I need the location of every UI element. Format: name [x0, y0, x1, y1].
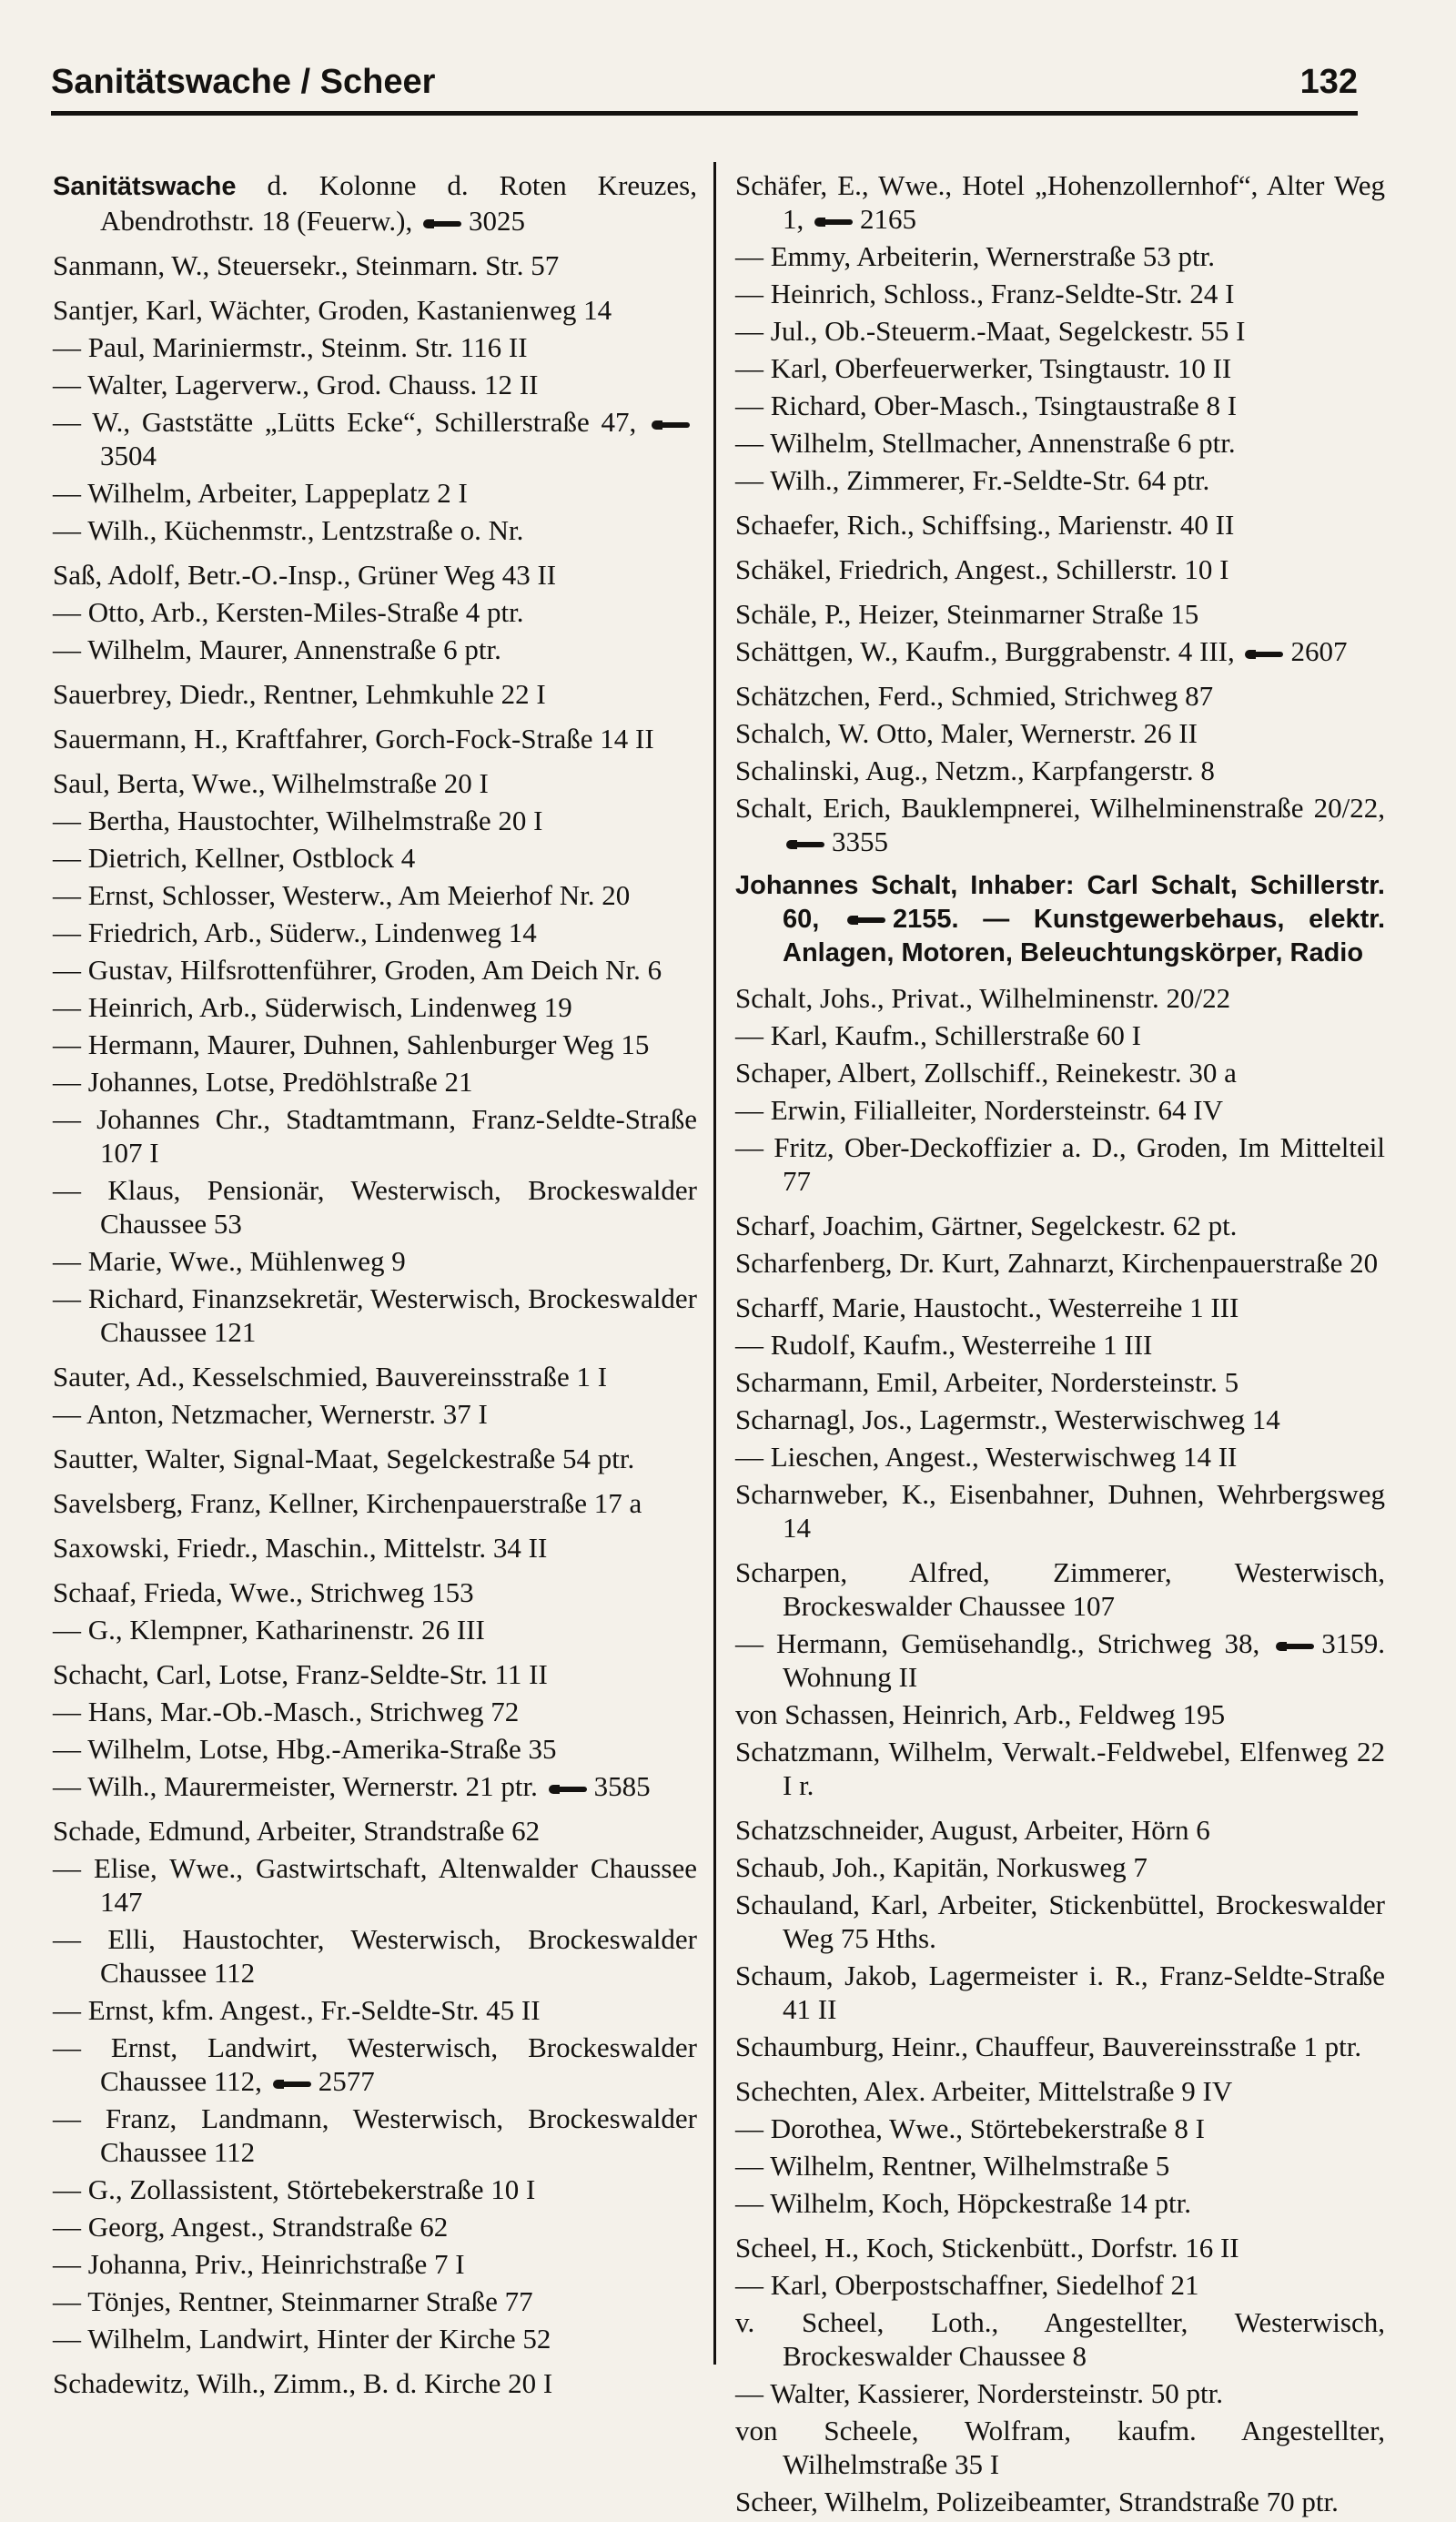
entry-text: Schalch, W. Otto, Maler, Wernerstr. 26 II [735, 717, 1198, 749]
directory-entry [735, 1403, 1385, 1436]
entry-text: — Ernst, Landwirt, Westerwisch, Brockeswalder Chaussee 112, [53, 2031, 697, 2097]
directory-entry [735, 981, 1385, 1015]
entry-text: — Wilh., Maurermeister, Wernerstr. 21 ptr. [53, 1770, 545, 1802]
entry-text: Scharnweber, K., Eisenbahner, Duhnen, Wehrbergsweg 14 [735, 1478, 1385, 1544]
entry-text: Schatzmann, Wilhelm, Verwalt.-Feldwebel, Elfenweg 22 I r. [735, 1736, 1385, 1801]
directory-entry [53, 804, 697, 837]
entry-text: von Schassen, Heinrich, Arb., Feldweg 195 [735, 1698, 1226, 1730]
directory-entry [735, 277, 1385, 310]
directory-entry [735, 679, 1385, 713]
directory-entry [53, 248, 697, 282]
entry-text: — Elise, Wwe., Gastwirtschaft, Altenwalder Chaussee 147 [53, 1852, 697, 1918]
directory-entry [53, 293, 697, 327]
directory-entry [735, 869, 1385, 970]
directory-entry [735, 2030, 1385, 2063]
entry-text: — Gustav, Hilfsrottenführer, Groden, Am Deich Nr. 6 [53, 954, 662, 986]
right-column [735, 168, 1385, 2522]
directory-entry [53, 841, 697, 875]
directory-entry [735, 1888, 1385, 1955]
entry-text: — G., Klempner, Katharinenstr. 26 III [53, 1614, 485, 1646]
entry-text: — Georg, Angest., Strandstraße 62 [53, 2211, 449, 2243]
entry-text: — Dietrich, Kellner, Ostblock 4 [53, 842, 416, 874]
entry-text: — Karl, Oberfeuerwerker, Tsingtaustr. 10 II [735, 352, 1232, 384]
entry-text: — Dorothea, Wwe., Störtebekerstraße 8 I [735, 2112, 1205, 2144]
directory-entry [53, 1486, 697, 1520]
entry-text: Savelsberg, Franz, Kellner, Kirchenpauerstraße 17 a [53, 1487, 642, 1519]
entry-text: Saß, Adolf, Betr.-O.-Insp., Grüner Weg 43 II [53, 559, 557, 591]
entry-text: Sauter, Ad., Kesselschmied, Bauvereinsstraße 1 I [53, 1361, 608, 1393]
entry-text: — Bertha, Haustochter, Wilhelmstraße 20 I [53, 805, 543, 836]
directory-entry [53, 633, 697, 666]
directory-entry [735, 597, 1385, 631]
entry-text: Schäle, P., Heizer, Steinmarner Straße 15 [735, 598, 1199, 630]
entry-text: Schadewitz, Wilh., Zimm., B. d. Kirche 20 I [53, 2367, 553, 2399]
directory-entry [53, 2284, 697, 2318]
directory-entry [53, 1695, 697, 1728]
phone-number: 3159. [1321, 1627, 1385, 1659]
entry-text: — Heinrich, Arb., Süderwisch, Lindenweg 19 [53, 991, 572, 1023]
entry-text: Schalt, Erich, Bauklempnerei, Wilhelminenstraße 20/22, [735, 792, 1385, 824]
entry-text: Sautter, Walter, Signal-Maat, Segelckestraße 54 ptr. [53, 1443, 635, 1474]
directory-entry [53, 1102, 697, 1170]
entry-text: Sauermann, H., Kraftfahrer, Gorch-Fock-Straße 14 II [53, 723, 654, 755]
directory-entry [53, 1922, 697, 1990]
page-header [51, 47, 1358, 116]
entry-text: von Scheele, Wolfram, kaufm. Angestellter, Wilhelmstraße 35 I [735, 2415, 1385, 2480]
directory-entry [735, 1850, 1385, 1884]
directory-entry [53, 1065, 697, 1099]
directory-entry [53, 677, 697, 711]
entry-text: — Lieschen, Angest., Westerwischweg 14 II [735, 1441, 1238, 1473]
entry-text: Schaub, Joh., Kapitän, Norkusweg 7 [735, 1851, 1148, 1883]
directory-entry [53, 1993, 697, 2027]
entry-text: — Richard, Finanzsekretär, Westerwisch, Brockeswalder Chaussee 121 [53, 1282, 697, 1348]
directory-entry [735, 1130, 1385, 1198]
phone-number: 2577 [318, 2065, 375, 2097]
entry-text: — Wilhelm, Lotse, Hbg.-Amerika-Straße 35 [53, 1733, 557, 1765]
entry-text: — Karl, Kaufm., Schillerstraße 60 I [735, 1019, 1141, 1051]
telephone-icon [273, 2078, 313, 2091]
directory-entry [53, 168, 697, 238]
directory-entry [53, 1613, 697, 1646]
entry-text: Scharff, Marie, Haustocht., Westerreihe 1 III [735, 1291, 1239, 1323]
directory-entry [735, 1440, 1385, 1474]
entry-text: Scharpen, Alfred, Zimmerer, Westerwisch, Brockeswalder Chaussee 107 [735, 1556, 1385, 1622]
entry-text: Schechten, Alex. Arbeiter, Mittelstraße 9 IV [735, 2075, 1233, 2107]
directory-entry [735, 168, 1385, 236]
entry-text: — Friedrich, Arb., Süderw., Lindenweg 14 [53, 917, 537, 948]
entry-text: Schade, Edmund, Arbeiter, Strandstraße 62 [53, 1815, 541, 1847]
entry-text: — G., Zollassistent, Störtebekerstraße 10 I [53, 2173, 536, 2205]
entry-text: — Tönjes, Rentner, Steinmarner Straße 77 [53, 2285, 533, 2317]
entry-text: Johannes Schalt, Inhaber: Carl Schalt, Schillerstr. 60, [735, 871, 1385, 934]
entry-text: — Franz, Landmann, Westerwisch, Brockeswalder Chaussee 112 [53, 2102, 697, 2168]
entry-text: Santjer, Karl, Wächter, Groden, Kastanienweg 14 [53, 294, 612, 326]
entry-text: Schäfer, E., Wwe., Hotel „Hohenzollernhof“, Alter Weg 1, [735, 169, 1385, 235]
directory-entry [735, 351, 1385, 385]
entry-text: — Anton, Netzmacher, Wernerstr. 37 I [53, 1398, 488, 1430]
entry-text: — Karl, Oberpostschaffner, Siedelhof 21 [735, 2269, 1199, 2301]
directory-entry [735, 2149, 1385, 2183]
directory-entry [53, 2031, 697, 2098]
directory-entry [53, 513, 697, 547]
phone-number: 3025 [468, 205, 525, 237]
entry-text: — Marie, Wwe., Mühlenweg 9 [53, 1245, 406, 1277]
directory-entry [735, 2376, 1385, 2410]
entry-text: Saxowski, Friedr., Maschin., Mittelstr. 34 II [53, 1532, 548, 1564]
directory-entry [735, 1093, 1385, 1127]
phone-number: 2607 [1290, 635, 1348, 667]
telephone-icon [847, 914, 887, 927]
entry-text: d. Kolonne d. Roten Kreuzes, Abendrothstr. 18 (Feuerw.), [100, 169, 697, 237]
entry-text: Scharf, Joachim, Gärtner, Segelckestr. 62 pt. [735, 1210, 1238, 1241]
directory-entry [735, 1697, 1385, 1731]
telephone-icon [814, 216, 854, 228]
directory-entry [53, 1281, 697, 1349]
telephone-icon [652, 419, 692, 431]
entry-text: — Richard, Ober-Masch., Tsingtaustraße 8 I [735, 390, 1238, 421]
entry-text: — Wilh., Küchenmstr., Lentzstraße o. Nr. [53, 514, 524, 546]
directory-entry [53, 953, 697, 987]
entry-text: — Wilhelm, Maurer, Annenstraße 6 ptr. [53, 633, 501, 665]
directory-entry [735, 426, 1385, 460]
directory-entry [735, 791, 1385, 858]
entry-text: — Emmy, Arbeiterin, Wernerstraße 53 ptr. [735, 240, 1215, 272]
entry-text: Schalinski, Aug., Netzm., Karpfangerstr. 8 [735, 755, 1215, 786]
directory-entry [735, 2485, 1385, 2518]
column-divider [713, 162, 716, 2365]
directory-entry [735, 754, 1385, 787]
entry-text: — Walter, Kassierer, Nordersteinstr. 50 ptr. [735, 2377, 1223, 2409]
page-number: 132 [1299, 63, 1358, 101]
directory-entry [53, 2210, 697, 2243]
directory-entry [53, 1657, 697, 1691]
entry-text: Scharmann, Emil, Arbeiter, Nordersteinstr. 5 [735, 1366, 1239, 1398]
entry-text: Schaumburg, Heinr., Chauffeur, Bauvereinsstraße 1 ptr. [735, 2031, 1362, 2062]
entry-text: — Hermann, Gemüsehandlg., Strichweg 38, [735, 1627, 1273, 1659]
entry-text: — Fritz, Ober-Deckoffizier a. D., Groden, Im Mittelteil 77 [735, 1131, 1385, 1197]
entry-text: Schaum, Jakob, Lagermeister i. R., Franz-Seldte-Straße 41 II [735, 1960, 1385, 2025]
entry-text: Schaper, Albert, Zollschiff., Reinekestr. 30 a [735, 1057, 1237, 1089]
entry-text: — Wilhelm, Rentner, Wilhelmstraße 5 [735, 2150, 1170, 2182]
entry-text: — Otto, Arb., Kersten-Miles-Straße 4 ptr. [53, 596, 524, 628]
directory-entry [53, 330, 697, 364]
directory-entry [735, 2414, 1385, 2481]
directory-entry [735, 314, 1385, 348]
entry-text: Scharfenberg, Dr. Kurt, Zahnarzt, Kirchenpauerstraße 20 [735, 1247, 1379, 1279]
directory-entry [735, 1018, 1385, 1052]
entry-text: Schätzchen, Ferd., Schmied, Strichweg 87 [735, 680, 1214, 712]
directory-entry [735, 1626, 1385, 1694]
entry-text-continued: Wohnung II [783, 1661, 918, 1693]
directory-entry [53, 1814, 697, 1848]
directory-entry [53, 1851, 697, 1919]
telephone-icon [423, 218, 463, 230]
directory-entry [735, 1959, 1385, 2026]
directory-entry [53, 595, 697, 629]
entry-text: Schalt, Johs., Privat., Wilhelminenstr. 20/22 [735, 982, 1231, 1014]
directory-entry [53, 1575, 697, 1609]
directory-entry [735, 1365, 1385, 1399]
directory-entry [53, 2366, 697, 2400]
directory-entry [53, 916, 697, 949]
phone-number: 3504 [100, 440, 157, 471]
phone-number: 2155. [893, 905, 959, 934]
directory-entry [735, 1328, 1385, 1362]
entry-text: — Johannes Chr., Stadtamtmann, Franz-Seldte-Straße 107 I [53, 1103, 697, 1169]
phone-number: 3355 [832, 825, 888, 857]
entry-text: Sauerbrey, Diedr., Rentner, Lehmkuhle 22 I [53, 678, 546, 710]
directory-entry [53, 766, 697, 800]
entry-text: — Wilhelm, Koch, Höpckestraße 14 ptr. [735, 2187, 1191, 2219]
directory-entry [53, 1360, 697, 1393]
entry-text: — Wilhelm, Stellmacher, Annenstraße 6 ptr. [735, 427, 1236, 459]
directory-entry [735, 2186, 1385, 2220]
directory-entry [53, 2322, 697, 2355]
entry-text: Scharnagl, Jos., Lagermstr., Westerwischweg 14 [735, 1403, 1280, 1435]
entry-text: — Wilh., Zimmerer, Fr.-Seldte-Str. 64 ptr. [735, 464, 1210, 496]
directory-entry [735, 1477, 1385, 1545]
entry-name-bold: Sanitätswache [53, 172, 237, 201]
entry-text: — Wilhelm, Landwirt, Hinter der Kirche 52 [53, 2323, 551, 2355]
directory-entry [735, 1735, 1385, 1802]
telephone-icon [1245, 648, 1285, 661]
directory-entry [735, 2074, 1385, 2108]
directory-entry [53, 405, 697, 472]
entry-text: Schättgen, W., Kaufm., Burggrabenstr. 4 III, [735, 635, 1242, 667]
directory-entry [735, 1246, 1385, 1280]
entry-text: Schäkel, Friedrich, Angest., Schillerstr. 10 I [735, 553, 1229, 585]
directory-entry [735, 552, 1385, 586]
directory-entry [735, 716, 1385, 750]
directory-entry [735, 463, 1385, 497]
running-head: Sanitätswache / Scheer [51, 63, 436, 101]
directory-entry [53, 1732, 697, 1766]
directory-entry [735, 2112, 1385, 2145]
entry-text: Scheer, Wilhelm, Polizeibeamter, Strandstraße 70 ptr. [735, 2486, 1339, 2517]
directory-entry [53, 476, 697, 510]
directory-entry [53, 2173, 697, 2206]
directory-entry [53, 558, 697, 592]
entry-text: v. Scheel, Loth., Angestellter, Westerwisch, Brockeswalder Chaussee 8 [735, 2306, 1385, 2372]
entry-text: — Hans, Mar.-Ob.-Masch., Strichweg 72 [53, 1696, 520, 1727]
directory-entry [53, 722, 697, 755]
entry-text: — Walter, Lagerverw., Grod. Chauss. 12 II [53, 369, 539, 400]
directory-entry [735, 2305, 1385, 2373]
entry-text: Schaaf, Frieda, Wwe., Strichweg 153 [53, 1576, 474, 1608]
directory-entry [735, 2268, 1385, 2302]
directory-entry [53, 1531, 697, 1565]
directory-entry [735, 1813, 1385, 1847]
directory-entry [735, 2231, 1385, 2264]
telephone-icon [549, 1783, 589, 1796]
directory-entry [53, 368, 697, 401]
entry-text: — Elli, Haustochter, Westerwisch, Brockeswalder Chaussee 112 [53, 1923, 697, 1989]
entry-text: — Rudolf, Kaufm., Westerreihe 1 III [735, 1329, 1153, 1361]
directory-entry [53, 2102, 697, 2169]
entry-text: Schaefer, Rich., Schiffsing., Marienstr. 40 II [735, 509, 1235, 541]
entry-text: — Wilhelm, Arbeiter, Lappeplatz 2 I [53, 477, 468, 509]
phone-number: 3585 [593, 1770, 651, 1802]
entry-text: Schauland, Karl, Arbeiter, Stickenbüttel, Brockeswalder Weg 75 Hths. [735, 1889, 1385, 1954]
directory-entry [735, 634, 1385, 668]
entry-text: Scheel, H., Koch, Stickenbütt., Dorfstr. 16 II [735, 2232, 1239, 2264]
entry-text: Sanmann, W., Steuersekr., Steinmarn. Str. 57 [53, 249, 560, 281]
directory-entry [53, 1173, 697, 1241]
entry-text: — Heinrich, Schloss., Franz-Seldte-Str. 24 I [735, 278, 1235, 309]
entry-text: — Johanna, Priv., Heinrichstraße 7 I [53, 2248, 465, 2280]
directory-entry [735, 389, 1385, 422]
directory-entry [735, 1056, 1385, 1089]
entry-text: Schatzschneider, August, Arbeiter, Hörn 6 [735, 1814, 1210, 1846]
directory-entry [53, 1442, 697, 1475]
directory-entry [735, 1209, 1385, 1242]
entry-text: — Ernst, Schlosser, Westerw., Am Meierhof Nr. 20 [53, 879, 631, 911]
directory-entry [735, 1291, 1385, 1324]
directory-entry [53, 878, 697, 912]
telephone-icon [1276, 1640, 1316, 1653]
directory-entry [53, 1769, 697, 1803]
directory-entry [735, 239, 1385, 273]
entry-text: — W., Gaststätte „Lütts Ecke“, Schillerstraße 47, [53, 406, 648, 438]
directory-entry [53, 1244, 697, 1278]
entry-text: — Hermann, Maurer, Duhnen, Sahlenburger Weg 15 [53, 1028, 650, 1060]
entry-text: Saul, Berta, Wwe., Wilhelmstraße 20 I [53, 767, 489, 799]
directory-entry [53, 2247, 697, 2281]
entry-text: — Johannes, Lotse, Predöhlstraße 21 [53, 1066, 473, 1098]
directory-entry [53, 1028, 697, 1061]
entry-text: — Ernst, kfm. Angest., Fr.-Seldte-Str. 45 II [53, 1994, 541, 2026]
directory-entry [53, 1397, 697, 1431]
entry-text: — Paul, Mariniermstr., Steinm. Str. 116 II [53, 331, 528, 363]
entry-text: Schacht, Carl, Lotse, Franz-Seldte-Str. 11 II [53, 1658, 548, 1690]
directory-entry [735, 508, 1385, 542]
entry-text-continued: — Kunstgewerbehaus, elektr. Anlagen, Motoren, Beleuchtungskörper, Radio [783, 905, 1385, 967]
phone-number: 2165 [860, 203, 916, 235]
entry-text: — Erwin, Filialleiter, Nordersteinstr. 64 IV [735, 1094, 1223, 1126]
directory-entry [53, 990, 697, 1024]
entry-text: — Jul., Ob.-Steuerm.-Maat, Segelckestr. 55 I [735, 315, 1246, 347]
entry-text: — Klaus, Pensionär, Westerwisch, Brockeswalder Chaussee 53 [53, 1174, 697, 1240]
left-column [53, 168, 697, 2404]
telephone-icon [786, 838, 826, 851]
directory-entry [735, 1555, 1385, 1623]
